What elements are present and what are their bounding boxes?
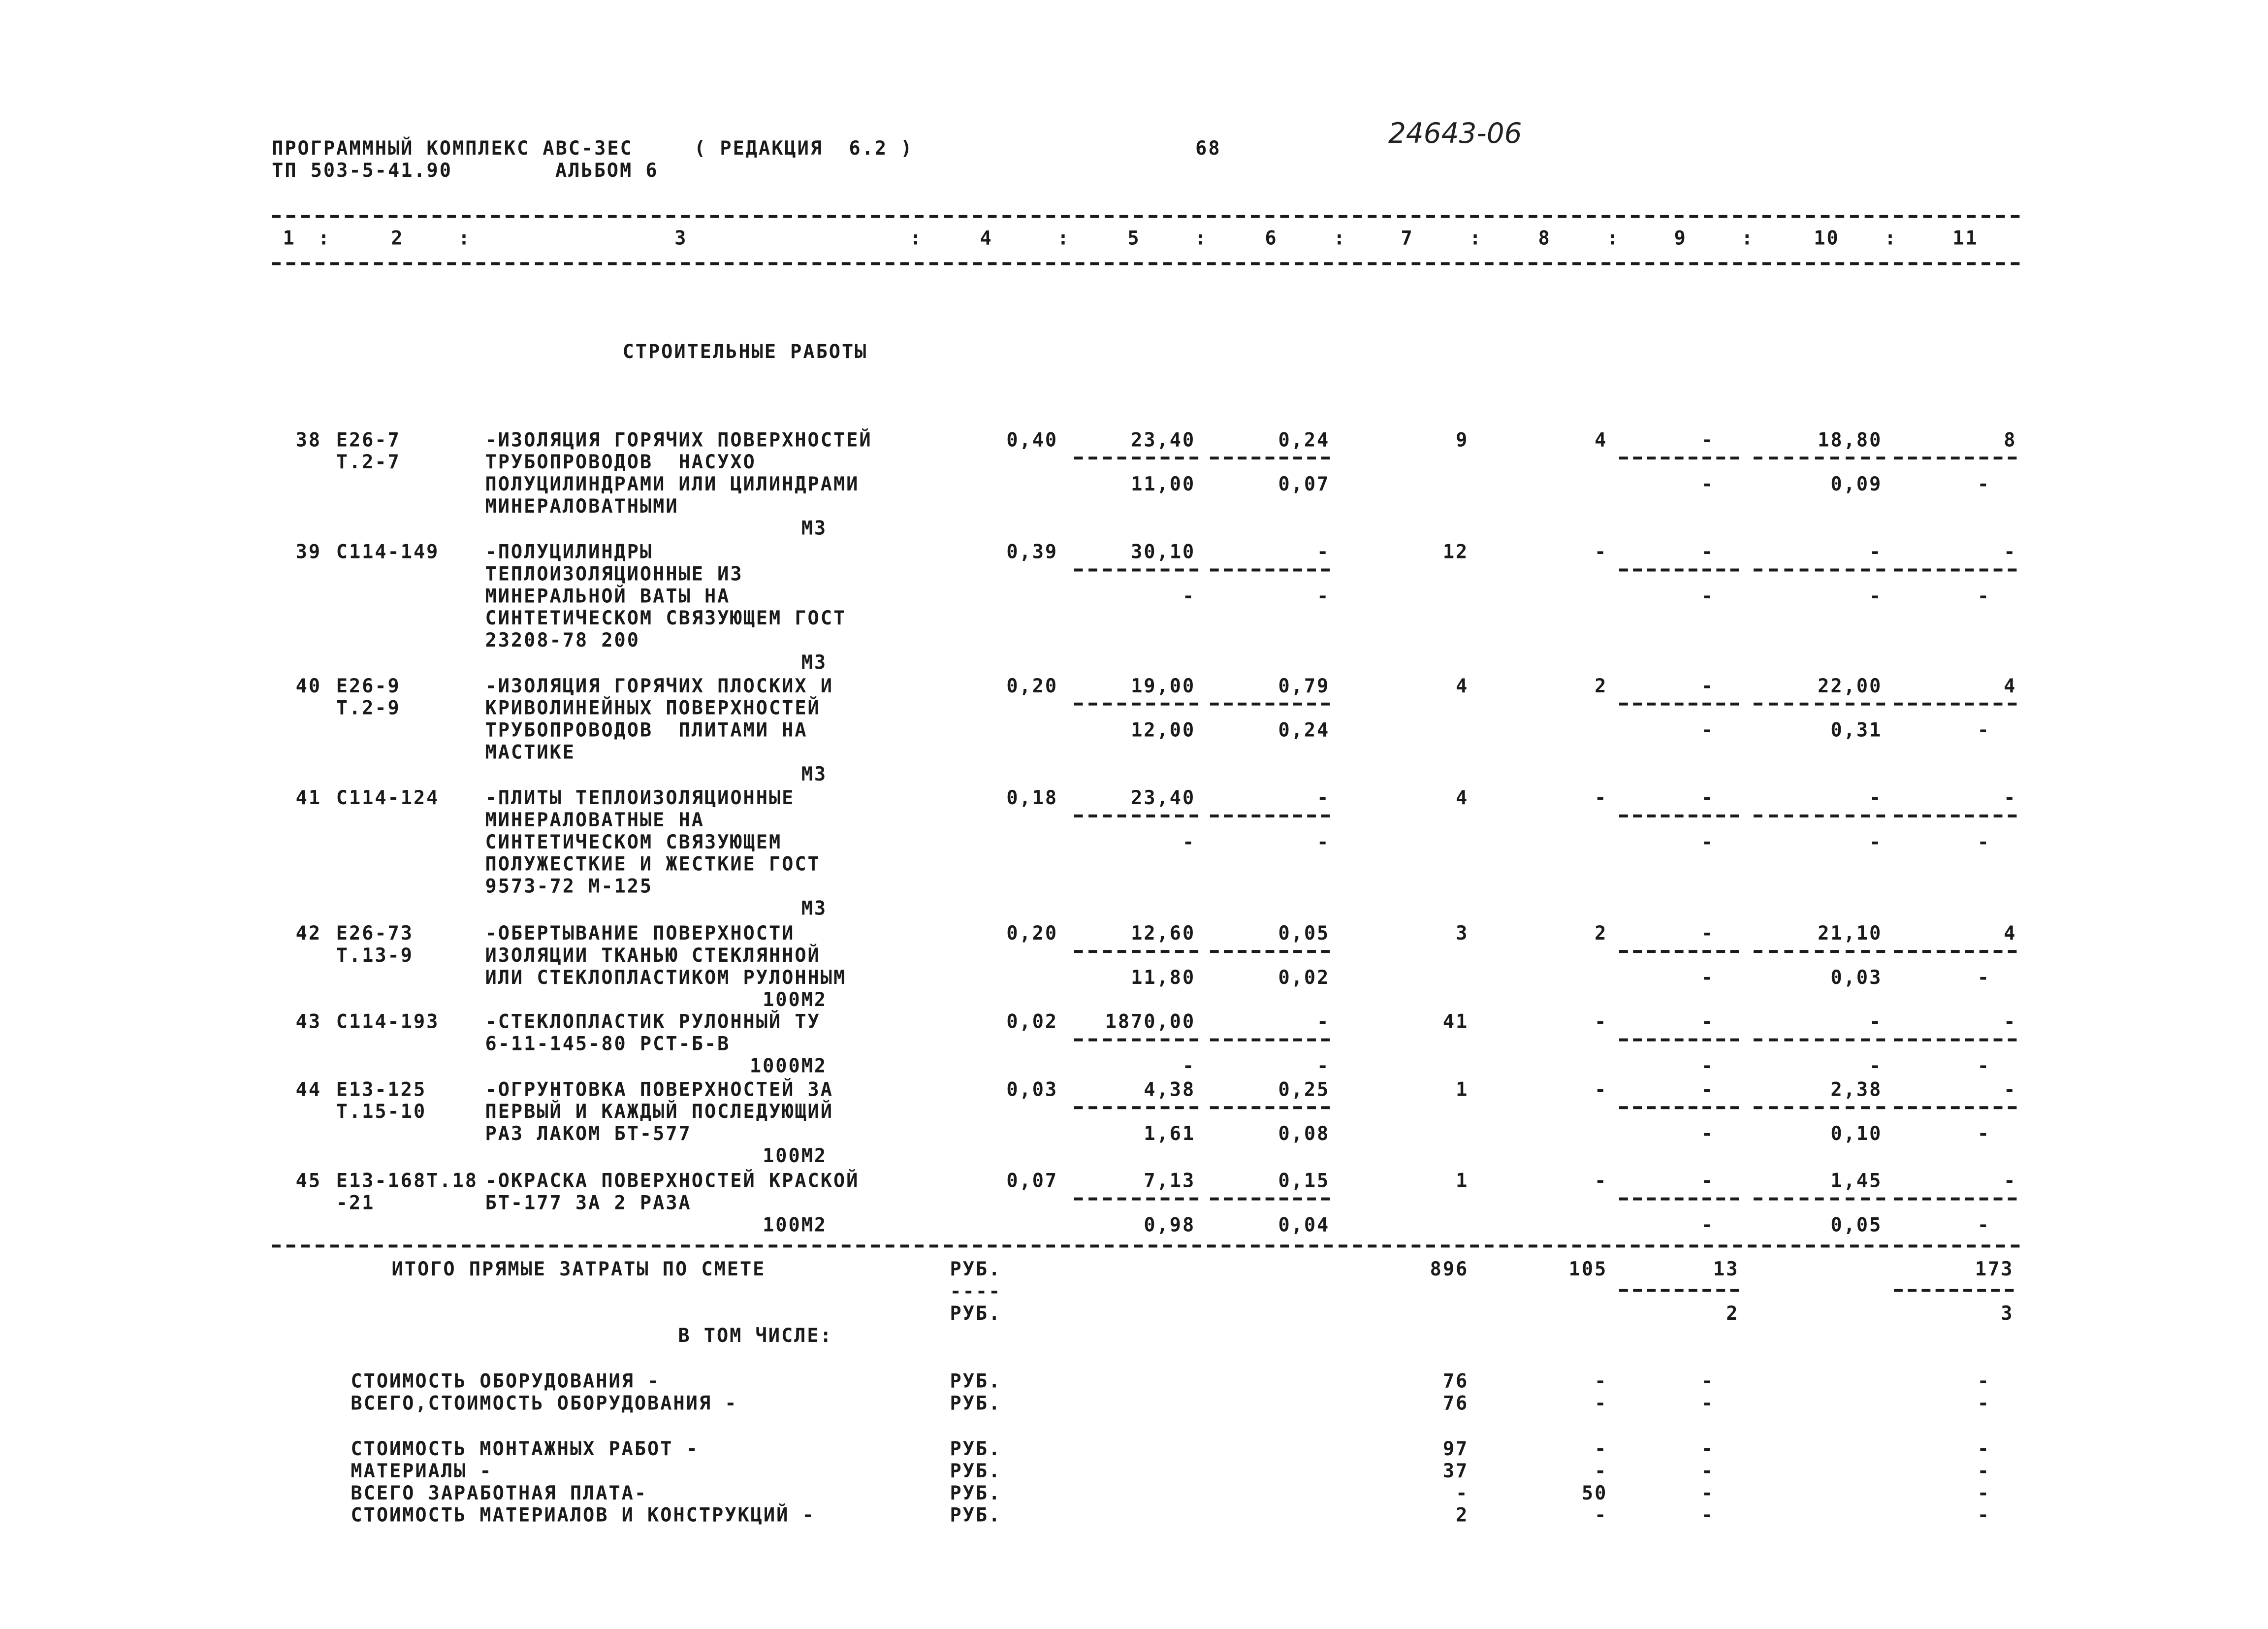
row-c7: 41	[1442, 1011, 1469, 1034]
row-code: Е26-9	[336, 676, 401, 698]
header-rule-top	[272, 215, 2019, 218]
row-c11-top: 4	[2004, 923, 2017, 946]
row-c6-top: -	[1317, 1011, 1330, 1034]
row-c5-separator	[1074, 569, 1198, 572]
row-description: СИНТЕТИЧЕСКОМ СВЯЗУЮЩЕМ ГОСТ	[485, 608, 847, 631]
row-c6-top: 0,05	[1278, 923, 1330, 946]
row-c9-bottom: -	[1701, 720, 1714, 743]
row-c10-top: 21,10	[1818, 923, 1883, 946]
row-c5-top: 7,13	[1144, 1171, 1196, 1193]
row-code: Е26-73	[336, 923, 414, 946]
row-quantity: 0,03	[1006, 1079, 1058, 1102]
totals-unit: РУБ.	[950, 1259, 1002, 1282]
summary-c11: -	[1977, 1439, 1991, 1462]
column-number: 8	[1538, 228, 1551, 251]
row-c6-separator	[1210, 1039, 1330, 1042]
row-description: -ОБЕРТЫВАНИЕ ПОВЕРХНОСТИ	[485, 923, 795, 946]
row-c6-separator	[1210, 1106, 1330, 1109]
row-c5-top: 4,38	[1144, 1079, 1196, 1102]
row-c11-top: -	[2004, 542, 2017, 564]
row-c5-top: 1870,00	[1105, 1011, 1196, 1034]
row-c5-bottom: 0,98	[1144, 1215, 1196, 1238]
row-c10-top: -	[1869, 788, 1883, 811]
handwritten-number: 24643-06	[1388, 118, 1522, 151]
row-c9-separator	[1619, 1039, 1739, 1042]
row-c5-top: 19,00	[1131, 676, 1196, 698]
row-description: ТРУБОПРОВОДОВ ПЛИТАМИ НА	[485, 720, 808, 743]
row-c11-separator	[1894, 814, 2016, 817]
row-description: ПОЛУЖЕСТКИЕ И ЖЕСТКИЕ ГОСТ	[485, 854, 821, 877]
summary-c8: -	[1595, 1461, 1608, 1483]
row-c10-bottom: 0,09	[1830, 474, 1883, 496]
row-c9-separator	[1619, 569, 1739, 572]
summary-c9: -	[1701, 1439, 1714, 1462]
column-number: 1	[283, 228, 296, 251]
row-c11-bottom: -	[1977, 1056, 1991, 1078]
row-c6-top: 0,25	[1278, 1079, 1330, 1102]
row-c10-bottom: 0,05	[1830, 1215, 1883, 1238]
row-description: -ИЗОЛЯЦИЯ ГОРЯЧИХ ПОВЕРХНОСТЕЙ	[485, 430, 872, 453]
row-c11-separator	[1894, 456, 2016, 459]
row-description: -ПЛИТЫ ТЕПЛОИЗОЛЯЦИОННЫЕ	[485, 788, 795, 811]
row-number: 41	[295, 788, 322, 811]
row-c8: -	[1595, 1079, 1608, 1102]
summary-c8: -	[1595, 1505, 1608, 1528]
row-c9-top: -	[1701, 676, 1714, 698]
row-c6-separator	[1210, 1198, 1330, 1201]
totals-c9-separator	[1619, 1289, 1739, 1292]
row-c11-bottom: -	[1977, 1124, 1991, 1146]
row-c5-bottom: -	[1182, 832, 1196, 854]
row-c10-separator	[1754, 814, 1885, 817]
row-unit: М3	[801, 518, 828, 541]
row-description: ПЕРВЫЙ И КАЖДЫЙ ПОСЛЕДУЮЩИЙ	[485, 1102, 833, 1124]
row-description: МАСТИКЕ	[485, 742, 575, 765]
row-c9-bottom: -	[1701, 832, 1714, 854]
row-c7: 12	[1442, 542, 1469, 564]
summary-label: СТОИМОСТЬ ОБОРУДОВАНИЯ -	[351, 1371, 661, 1394]
summary-c9: -	[1701, 1393, 1714, 1416]
row-c5-separator	[1074, 456, 1198, 459]
row-c9-top: -	[1701, 1011, 1714, 1034]
album-label: АЛЬБОМ 6	[555, 161, 659, 183]
column-separator: :	[318, 228, 331, 251]
row-c6-bottom: 0,02	[1278, 968, 1330, 990]
row-c9-top: -	[1701, 1171, 1714, 1193]
row-c7: 9	[1456, 430, 1469, 453]
program-title: ПРОГРАММНЫЙ КОМПЛЕКС АВС-ЗЕС	[272, 138, 633, 161]
row-c6-bottom: 0,07	[1278, 474, 1330, 496]
summary-label: МАТЕРИАЛЫ -	[351, 1461, 493, 1483]
row-description: -ОГРУНТОВКА ПОВЕРХНОСТЕЙ ЗА	[485, 1079, 833, 1102]
summary-unit: РУБ.	[950, 1393, 1002, 1416]
summary-c9: -	[1701, 1483, 1714, 1505]
row-unit: М3	[801, 764, 828, 787]
row-c11-separator	[1894, 1106, 2016, 1109]
row-c9-bottom: -	[1701, 1124, 1714, 1146]
row-c8: 2	[1595, 923, 1608, 946]
row-c9-bottom: -	[1701, 586, 1714, 609]
row-number: 39	[295, 542, 322, 564]
row-quantity: 0,20	[1006, 923, 1058, 946]
row-c8: 2	[1595, 676, 1608, 698]
row-c5-bottom: 11,00	[1131, 474, 1196, 496]
row-c10-separator	[1754, 703, 1885, 706]
row-c11-bottom: -	[1977, 968, 1991, 990]
row-c6-bottom: -	[1317, 832, 1330, 854]
row-c5-top: 23,40	[1131, 788, 1196, 811]
including-label: В ТОМ ЧИСЛЕ:	[678, 1325, 833, 1348]
column-separator: :	[1885, 228, 1898, 251]
row-description: МИНЕРАЛОВАТНЫМИ	[485, 496, 679, 519]
row-c6-separator	[1210, 569, 1330, 572]
row-c10-top: 22,00	[1818, 676, 1883, 698]
row-c5-top: 23,40	[1131, 430, 1196, 453]
summary-c11: -	[1977, 1461, 1991, 1483]
column-number: 3	[674, 228, 688, 251]
row-c7: 1	[1456, 1079, 1469, 1102]
summary-c11: -	[1977, 1483, 1991, 1505]
summary-c11: -	[1977, 1371, 1991, 1394]
row-description: ТРУБОПРОВОДОВ НАСУХО	[485, 452, 756, 475]
summary-c7: 37	[1442, 1461, 1469, 1483]
totals-c11-bottom: 3	[2001, 1303, 2014, 1326]
summary-unit: РУБ.	[950, 1483, 1002, 1505]
row-c10-separator	[1754, 1039, 1885, 1042]
row-c11-top: 4	[2004, 676, 2017, 698]
row-c6-bottom: 0,04	[1278, 1215, 1330, 1238]
row-c6-top: 0,24	[1278, 430, 1330, 453]
summary-label: СТОИМОСТЬ МАТЕРИАЛОВ И КОНСТРУКЦИЙ -	[351, 1505, 815, 1528]
row-c9-separator	[1619, 703, 1739, 706]
row-number: 43	[295, 1011, 322, 1034]
row-c11-separator	[1894, 1039, 2016, 1042]
column-number: 7	[1401, 228, 1414, 251]
row-description: -ОКРАСКА ПОВЕРХНОСТЕЙ КРАСКОЙ	[485, 1171, 860, 1193]
totals-c9-top: 13	[1713, 1259, 1739, 1282]
row-c9-bottom: -	[1701, 474, 1714, 496]
row-code: -21	[336, 1193, 375, 1215]
column-separator: :	[1057, 228, 1071, 251]
row-c8: 4	[1595, 430, 1608, 453]
row-description: СИНТЕТИЧЕСКОМ СВЯЗУЮЩЕМ	[485, 832, 782, 854]
row-c6-bottom: 0,24	[1278, 720, 1330, 743]
row-c10-top: -	[1869, 1011, 1883, 1034]
summary-c11: -	[1977, 1505, 1991, 1528]
row-c8: -	[1595, 542, 1608, 564]
row-c6-top: -	[1317, 542, 1330, 564]
row-c10-separator	[1754, 1106, 1885, 1109]
row-description: ИЛИ СТЕКЛОПЛАСТИКОМ РУЛОННЫМ	[485, 968, 847, 990]
row-c10-separator	[1754, 950, 1885, 953]
column-separator: :	[1607, 228, 1620, 251]
summary-label: ВСЕГО ЗАРАБОТНАЯ ПЛАТА-	[351, 1483, 648, 1505]
summary-c7: 2	[1456, 1505, 1469, 1528]
row-c5-bottom: -	[1182, 586, 1196, 609]
summary-c9: -	[1701, 1461, 1714, 1483]
column-number: 6	[1265, 228, 1278, 251]
row-c11-top: 8	[2004, 430, 2017, 453]
row-c5-bottom: 1,61	[1144, 1124, 1196, 1146]
row-quantity: 0,18	[1006, 788, 1058, 811]
row-c11-bottom: -	[1977, 720, 1991, 743]
column-number: 9	[1674, 228, 1687, 251]
totals-label: ИТОГО ПРЯМЫЕ ЗАТРАТЫ ПО СМЕТЕ	[391, 1259, 766, 1282]
row-c5-bottom: -	[1182, 1056, 1196, 1078]
column-number: 2	[391, 228, 404, 251]
row-c11-top: -	[2004, 1011, 2017, 1034]
row-description: -ПОЛУЦИЛИНДРЫ	[485, 542, 653, 564]
row-c6-bottom: -	[1317, 1056, 1330, 1078]
row-c10-top: -	[1869, 542, 1883, 564]
row-description: ИЗОЛЯЦИИ ТКАНЬЮ СТЕКЛЯННОЙ	[485, 945, 821, 968]
row-c5-separator	[1074, 1198, 1198, 1201]
totals-rule	[272, 1244, 2019, 1247]
totals-c9-bottom: 2	[1726, 1303, 1739, 1326]
row-c9-bottom: -	[1701, 968, 1714, 990]
row-c11-top: -	[2004, 788, 2017, 811]
row-c9-bottom: -	[1701, 1056, 1714, 1078]
row-c8: -	[1595, 1171, 1608, 1193]
column-number: 4	[980, 228, 993, 251]
summary-unit: РУБ.	[950, 1461, 1002, 1483]
row-unit: М3	[801, 652, 828, 675]
row-c7: 1	[1456, 1171, 1469, 1193]
row-c9-top: -	[1701, 542, 1714, 564]
row-c7: 4	[1456, 788, 1469, 811]
column-separator: :	[910, 228, 923, 251]
row-code: Т.2-9	[336, 698, 401, 720]
row-c9-top: -	[1701, 923, 1714, 946]
row-unit: М3	[801, 898, 828, 921]
summary-c8: 50	[1581, 1483, 1608, 1505]
summary-label: СТОИМОСТЬ МОНТАЖНЫХ РАБОТ -	[351, 1439, 699, 1462]
row-c7: 4	[1456, 676, 1469, 698]
row-quantity: 0,40	[1006, 430, 1058, 453]
row-c5-separator	[1074, 703, 1198, 706]
row-c6-bottom: 0,08	[1278, 1124, 1330, 1146]
row-c9-separator	[1619, 950, 1739, 953]
row-c5-separator	[1074, 1106, 1198, 1109]
row-number: 38	[295, 430, 322, 453]
row-description: МИНЕРАЛЬНОЙ ВАТЫ НА	[485, 586, 731, 609]
summary-c7: 97	[1442, 1439, 1469, 1462]
totals-c8: 105	[1568, 1259, 1608, 1282]
row-description: -СТЕКЛОПЛАСТИК РУЛОННЫЙ ТУ	[485, 1011, 821, 1034]
row-c10-bottom: 0,03	[1830, 968, 1883, 990]
totals-c11-separator	[1894, 1289, 2013, 1292]
row-c10-separator	[1754, 1198, 1885, 1201]
row-description: 9573-72 М-125	[485, 876, 653, 899]
totals-unit2-prefix: ----	[950, 1281, 1002, 1303]
row-quantity: 0,39	[1006, 542, 1058, 564]
project-code: ТП 503-5-41.90	[272, 161, 452, 183]
row-c5-separator	[1074, 1039, 1198, 1042]
column-separator: :	[1741, 228, 1755, 251]
totals-unit2: РУБ.	[950, 1303, 1002, 1326]
summary-c9: -	[1701, 1505, 1714, 1528]
row-c11-separator	[1894, 569, 2016, 572]
summary-c9: -	[1701, 1371, 1714, 1394]
column-separator: :	[1469, 228, 1483, 251]
row-c11-separator	[1894, 1198, 2016, 1201]
row-quantity: 0,07	[1006, 1171, 1058, 1193]
row-description: БТ-177 ЗА 2 РАЗА	[485, 1193, 692, 1215]
row-c6-top: 0,15	[1278, 1171, 1330, 1193]
summary-unit: РУБ.	[950, 1371, 1002, 1394]
row-c11-bottom: -	[1977, 832, 1991, 854]
row-c6-separator	[1210, 950, 1330, 953]
row-description: МИНЕРАЛОВАТНЫЕ НА	[485, 810, 704, 832]
row-c5-top: 30,10	[1131, 542, 1196, 564]
row-c5-top: 12,60	[1131, 923, 1196, 946]
summary-label: ВСЕГО,СТОИМОСТЬ ОБОРУДОВАНИЯ -	[351, 1393, 738, 1416]
row-c10-bottom: -	[1869, 586, 1883, 609]
row-description: ПОЛУЦИЛИНДРАМИ ИЛИ ЦИЛИНДРАМИ	[485, 474, 860, 496]
row-number: 40	[295, 676, 322, 698]
column-separator: :	[1194, 228, 1208, 251]
row-c9-separator	[1619, 1198, 1739, 1201]
column-number: 11	[1952, 228, 1979, 251]
summary-c7: 76	[1442, 1393, 1469, 1416]
summary-c8: -	[1595, 1439, 1608, 1462]
row-unit: 100М2	[763, 1215, 828, 1238]
row-description: РАЗ ЛАКОМ БТ-577	[485, 1124, 692, 1146]
edition: ( РЕДАКЦИЯ 6.2 )	[694, 138, 914, 161]
row-description: -ИЗОЛЯЦИЯ ГОРЯЧИХ ПЛОСКИХ И	[485, 676, 833, 698]
row-code: Е13-125	[336, 1079, 427, 1102]
row-c9-top: -	[1701, 1079, 1714, 1102]
row-c7: 3	[1456, 923, 1469, 946]
row-c6-separator	[1210, 814, 1330, 817]
row-c6-top: -	[1317, 788, 1330, 811]
column-separator: :	[1333, 228, 1347, 251]
row-c10-bottom: 0,31	[1830, 720, 1883, 743]
row-c6-top: 0,79	[1278, 676, 1330, 698]
header-rule-bottom	[272, 262, 2019, 265]
row-c10-top: 1,45	[1830, 1171, 1883, 1193]
row-c11-bottom: -	[1977, 586, 1991, 609]
row-c10-separator	[1754, 569, 1885, 572]
row-c5-bottom: 12,00	[1131, 720, 1196, 743]
row-c9-separator	[1619, 1106, 1739, 1109]
row-code: Е26-7	[336, 430, 401, 453]
column-number: 10	[1814, 228, 1840, 251]
row-c5-separator	[1074, 950, 1198, 953]
summary-c8: -	[1595, 1393, 1608, 1416]
row-c8: -	[1595, 788, 1608, 811]
row-c11-bottom: -	[1977, 474, 1991, 496]
row-c10-top: 2,38	[1830, 1079, 1883, 1102]
row-c10-separator	[1754, 456, 1885, 459]
row-number: 44	[295, 1079, 322, 1102]
row-c9-bottom: -	[1701, 1215, 1714, 1238]
row-c10-bottom: 0,10	[1830, 1124, 1883, 1146]
row-c11-separator	[1894, 950, 2016, 953]
row-code: Т.15-10	[336, 1102, 427, 1124]
row-number: 42	[295, 923, 322, 946]
row-c5-separator	[1074, 814, 1198, 817]
row-code: С114-124	[336, 788, 440, 811]
row-code: С114-193	[336, 1011, 440, 1034]
row-unit: 1000М2	[749, 1056, 828, 1078]
row-c11-top: -	[2004, 1171, 2017, 1193]
row-c9-separator	[1619, 814, 1739, 817]
row-c9-top: -	[1701, 788, 1714, 811]
row-code: Т.13-9	[336, 945, 414, 968]
row-number: 45	[295, 1171, 322, 1193]
row-description: 6-11-145-80 РСТ-Б-В	[485, 1034, 731, 1056]
row-code: С114-149	[336, 542, 440, 564]
row-c10-bottom: -	[1869, 1056, 1883, 1078]
row-c5-bottom: 11,80	[1131, 968, 1196, 990]
summary-c8: -	[1595, 1371, 1608, 1394]
column-number: 5	[1127, 228, 1141, 251]
row-c9-top: -	[1701, 430, 1714, 453]
section-title: СТРОИТЕЛЬНЫЕ РАБОТЫ	[622, 341, 868, 364]
row-description: ТЕПЛОИЗОЛЯЦИОННЫЕ ИЗ	[485, 564, 743, 586]
row-description: КРИВОЛИНЕЙНЫХ ПОВЕРХНОСТЕЙ	[485, 698, 821, 720]
column-separator: :	[458, 228, 472, 251]
summary-c7: -	[1456, 1483, 1469, 1505]
row-c11-top: -	[2004, 1079, 2017, 1102]
row-quantity: 0,20	[1006, 676, 1058, 698]
row-c11-separator	[1894, 703, 2016, 706]
row-description: 23208-78 200	[485, 630, 640, 652]
row-quantity: 0,02	[1006, 1011, 1058, 1034]
row-c9-separator	[1619, 456, 1739, 459]
row-code: Т.2-7	[336, 452, 401, 475]
row-c6-separator	[1210, 703, 1330, 706]
row-c11-bottom: -	[1977, 1215, 1991, 1238]
row-c8: -	[1595, 1011, 1608, 1034]
page-number: 68	[1195, 138, 1221, 161]
row-unit: 100М2	[763, 989, 828, 1012]
summary-unit: РУБ.	[950, 1505, 1002, 1528]
totals-c11-top: 173	[1975, 1259, 2014, 1282]
row-c10-top: 18,80	[1818, 430, 1883, 453]
row-c6-bottom: -	[1317, 586, 1330, 609]
summary-c11: -	[1977, 1393, 1991, 1416]
totals-c7: 896	[1430, 1259, 1469, 1282]
row-unit: 100М2	[763, 1145, 828, 1168]
row-c6-separator	[1210, 456, 1330, 459]
summary-c7: 76	[1442, 1371, 1469, 1394]
row-code: Е13-168Т.18	[336, 1171, 478, 1193]
row-c10-bottom: -	[1869, 832, 1883, 854]
summary-unit: РУБ.	[950, 1439, 1002, 1462]
